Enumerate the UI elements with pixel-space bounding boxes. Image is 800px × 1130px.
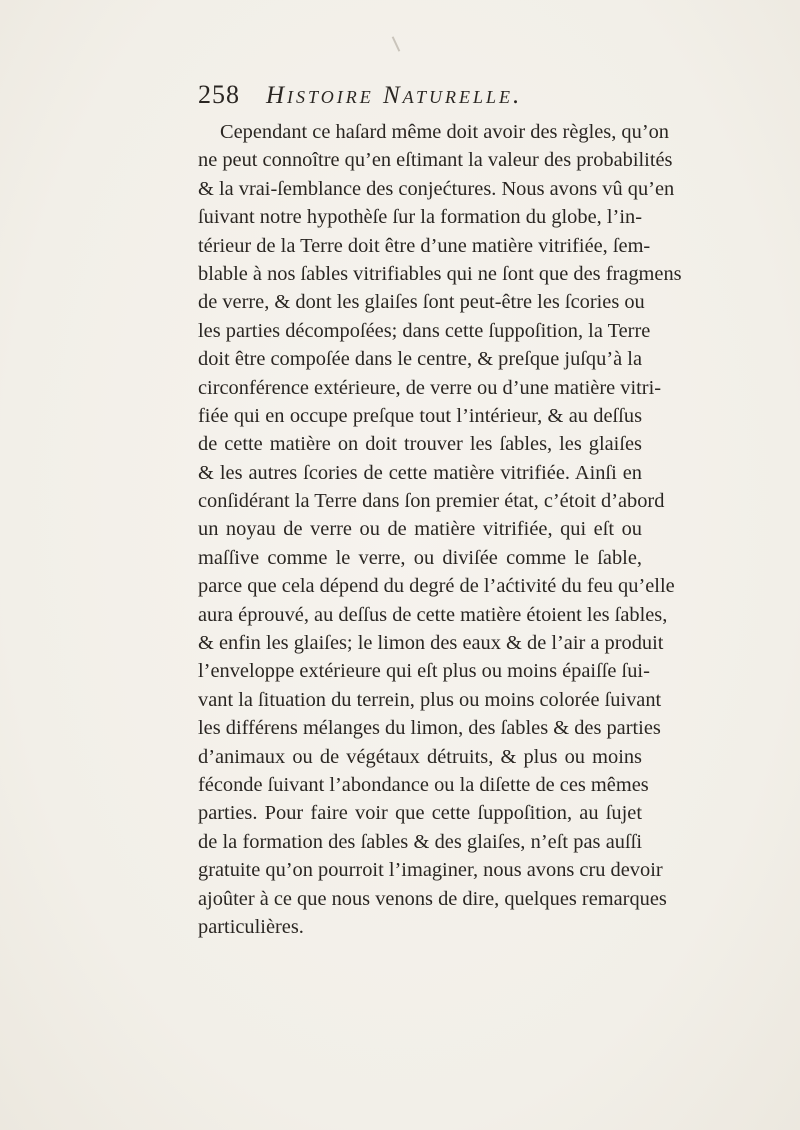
running-head	[198, 80, 618, 114]
text-line: & enfin les glaiſes; le limon des eaux & de l’air a produit	[198, 632, 664, 655]
text-line: un noyau de verre ou de matière vitrifiée, qui eſt ou	[198, 518, 642, 541]
text-line: les différens mélanges du limon, des ſables & des parties	[198, 717, 661, 740]
text-line: de la formation des ſables & des glaiſes, n’eſt pas auſſi	[198, 830, 642, 853]
text-line: maſſive comme le verre, ou diviſée comme le ſable,	[198, 546, 642, 569]
text-line: ne peut connoître qu’en eſtimant la valeur des probabilités	[198, 149, 673, 172]
text-line: particulières.	[198, 915, 304, 938]
text-line: Cependant ce haſard même doit avoir des règles, qu’on	[220, 121, 670, 143]
text-line: gratuite qu’on pourroit l’imaginer, nous avons cru devoir	[198, 859, 663, 882]
running-title: Histoire Naturelle.	[266, 82, 523, 109]
text-line: de verre, & dont les glaiſes ſont peut-être les ſcories ou	[198, 291, 645, 314]
text-line: les parties décompoſées; dans cette ſuppoſition, la Terre	[198, 319, 651, 342]
page-number: 258	[198, 80, 240, 109]
text-line: térieur de la Terre doit être d’une matière vitrifiée, ſem-	[198, 234, 651, 257]
text-line: aura éprouvé, au deſſus de cette matière étoient les ſables,	[198, 603, 668, 626]
text-line: parties. Pour faire voir que cette ſuppoſition, au ſujet	[198, 802, 642, 825]
text-line: & la vrai-ſemblance des conjećtures. Nous avons vû qu’en	[198, 177, 675, 200]
text-line: doit être compoſée dans le centre, & preſque juſqu’à la	[198, 348, 642, 371]
text-line: l’enveloppe extérieure qui eſt plus ou moins épaiſſe ſui-	[198, 660, 650, 683]
text-line: vant la ſituation du terrein, plus ou moins colorée ſuivant	[198, 688, 662, 711]
text-line: d’animaux ou de végétaux détruits, & plus ou moins	[198, 745, 642, 768]
text-line: circonférence extérieure, de verre ou d’une matière vitri-	[198, 376, 662, 399]
text-line: conſidérant la Terre dans ſon premier état, c’étoit d’abord	[198, 490, 665, 513]
text-line: ajoûter à ce que nous venons de dire, quelques remarques	[198, 887, 667, 910]
body-paragraph	[198, 118, 682, 941]
text-line: ſuivant notre hypothèſe ſur la formation du globe, l’in-	[198, 206, 642, 229]
text-line: parce que cela dépend du degré de l’aćtivité du feu qu’elle	[198, 575, 675, 598]
paper-mark	[392, 36, 401, 51]
text-line: fiée qui en occupe preſque tout l’intérieur, & au deſſus	[198, 404, 642, 427]
text-line: féconde ſuivant l’abondance ou la diſette de ces mêmes	[198, 773, 649, 796]
text-line: blable à nos ſables vitrifiables qui ne ſont que des fragmens	[198, 262, 682, 285]
text-line: de cette matière on doit trouver les ſables, les glaiſes	[198, 433, 642, 456]
text-line: & les autres ſcories de cette matière vitrifiée. Ainſi en	[198, 461, 642, 484]
